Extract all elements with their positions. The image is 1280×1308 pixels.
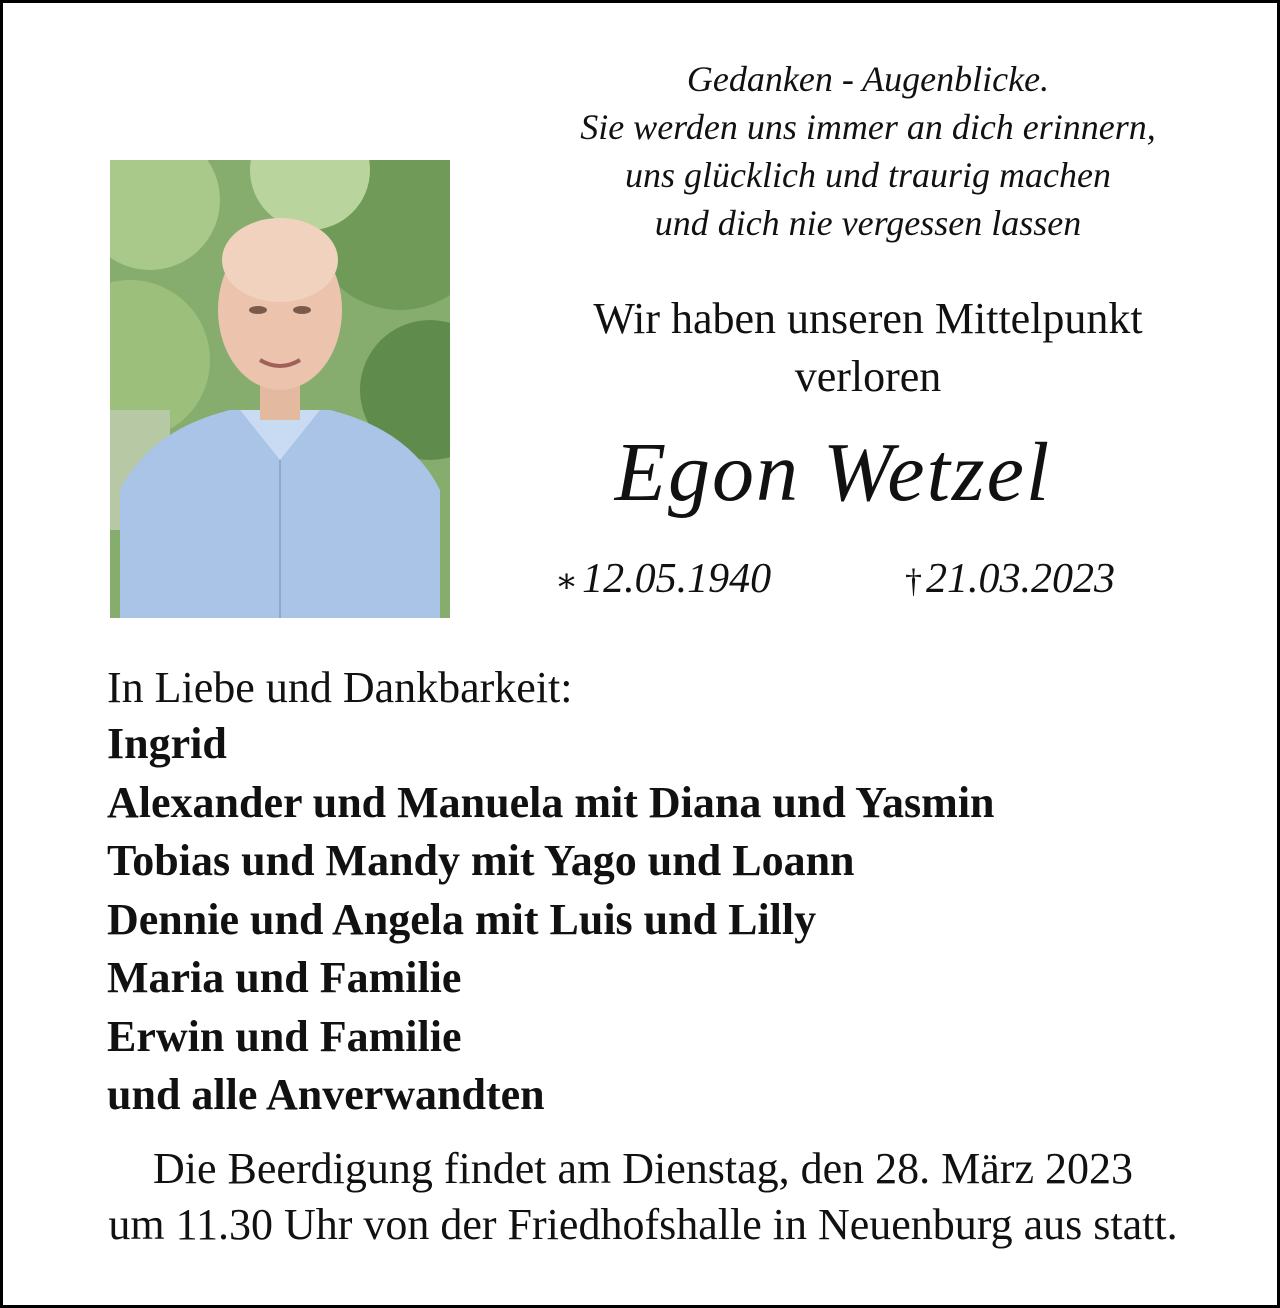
- poem-line: Gedanken - Augenblicke.: [686, 59, 1050, 99]
- portrait-photo: [110, 160, 450, 618]
- mourner-line: Maria und Familie: [107, 953, 462, 1002]
- thanks-label: In Liebe und Dankbarkeit:: [107, 663, 573, 712]
- mourner-line: Alexander und Manuela mit Diana und Yasmin: [107, 777, 995, 827]
- mourner-line: Ingrid: [107, 719, 227, 768]
- poem-line: und dich nie vergessen lassen: [654, 203, 1082, 243]
- birth-date-value: 12.05.1940: [582, 556, 772, 602]
- birth-star-icon: ∗: [555, 563, 579, 600]
- mourner-line: Dennie und Angela mit Luis und Lilly: [107, 894, 817, 944]
- funeral-line: Die Beerdigung findet am Dienstag, den 28. März 2023: [153, 1144, 1133, 1193]
- poem-line: Sie werden uns immer an dich erinnern,: [580, 107, 1156, 147]
- deceased-name: Egon Wetzel: [614, 426, 1052, 519]
- poem-line: uns glücklich und traurig machen: [625, 155, 1111, 195]
- poem: [473, 55, 1263, 247]
- death-date: [905, 551, 1115, 610]
- mourner-line: Tobias und Mandy mit Yago und Loann: [107, 836, 855, 885]
- mourner-line: Erwin und Familie: [107, 1011, 462, 1061]
- headline-line: Wir haben unseren Mittelpunkt: [593, 294, 1143, 343]
- death-cross-icon: †: [905, 563, 922, 600]
- death-date-value: 21.03.2023: [926, 556, 1115, 602]
- headline-line: verloren: [794, 352, 942, 401]
- headline: [473, 290, 1263, 406]
- portrait-photo-image: [110, 160, 450, 618]
- funeral-line: um 11.30 Uhr von der Friedhofshalle in Neuenburg aus statt.: [108, 1200, 1178, 1249]
- birth-date: [555, 551, 771, 610]
- mourner-line: und alle Anverwandten: [107, 1070, 545, 1119]
- funeral-info: [3, 1141, 1280, 1253]
- mourners-list: [107, 715, 995, 1125]
